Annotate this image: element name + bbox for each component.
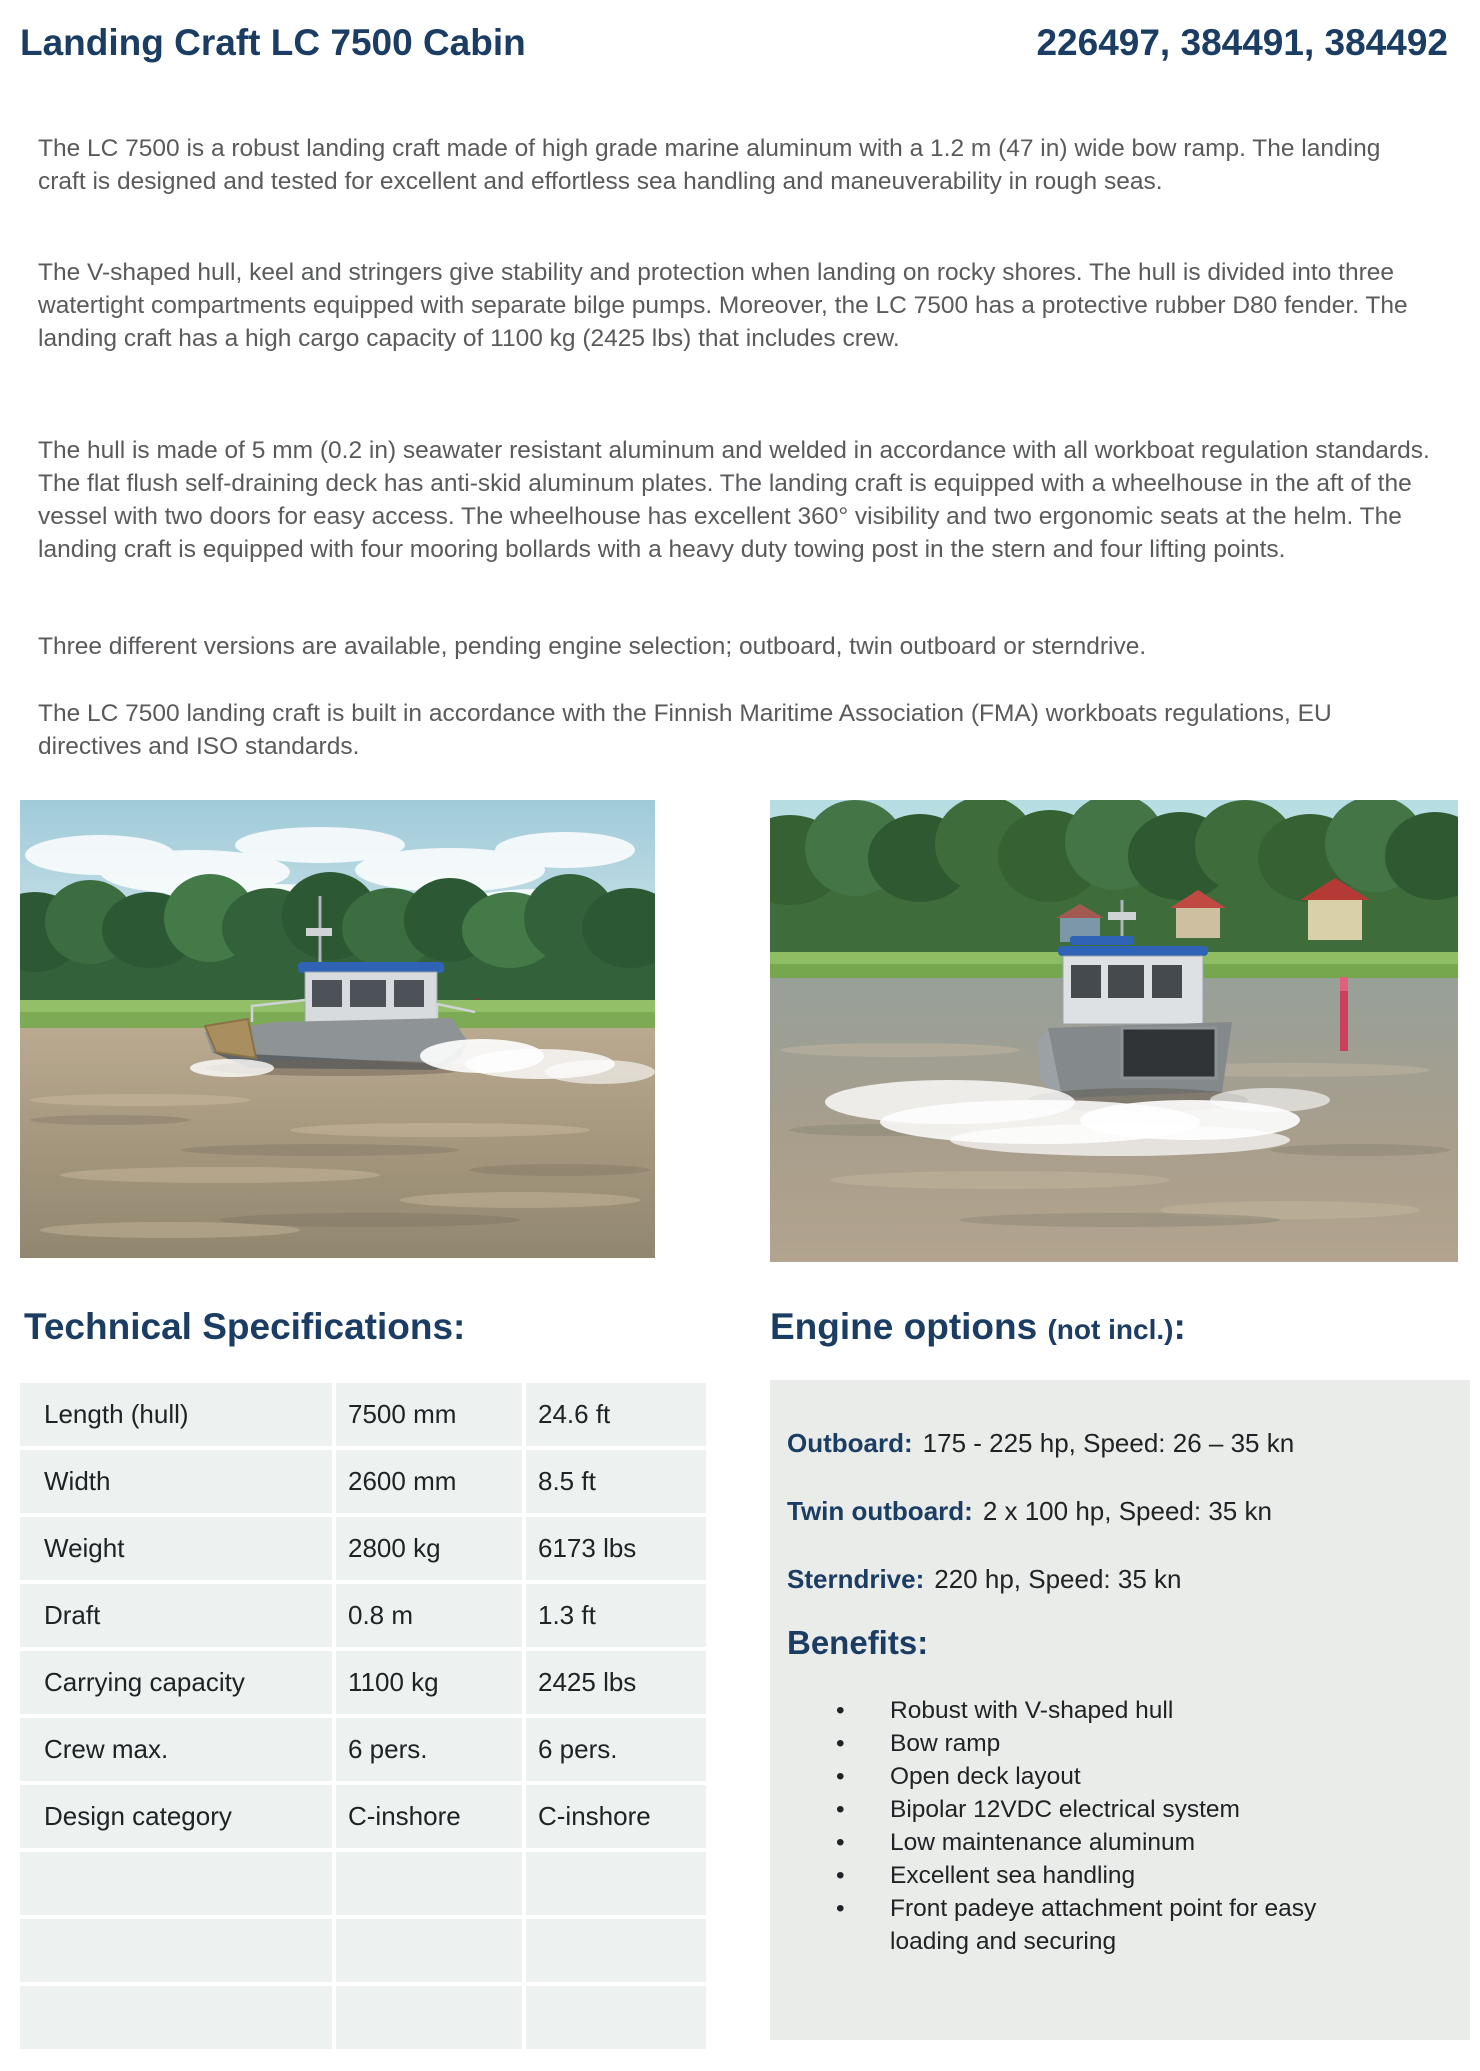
engine-option-label: Twin outboard: bbox=[787, 1496, 973, 1526]
spec-metric: C-inshore bbox=[336, 1785, 522, 1848]
spec-table bbox=[20, 1383, 706, 2049]
spec-metric: 2600 mm bbox=[336, 1450, 522, 1513]
engine-option-label: Outboard: bbox=[787, 1428, 913, 1458]
spec-imperial bbox=[526, 1919, 706, 1982]
spec-metric bbox=[336, 1986, 522, 2049]
engine-heading-colon: : bbox=[1173, 1306, 1186, 1347]
spec-imperial: 1.3 ft bbox=[526, 1584, 706, 1647]
part-numbers: 226497, 384491, 384492 bbox=[1036, 22, 1448, 63]
benefit-item: • Robust with V-shaped hull bbox=[836, 1694, 1358, 1727]
spec-label: Length (hull) bbox=[20, 1383, 332, 1446]
boat-photo-right-art bbox=[770, 800, 1458, 1262]
engine-options-heading bbox=[770, 1306, 1186, 1348]
marker-pole bbox=[1340, 977, 1348, 1051]
spec-label: Weight bbox=[20, 1517, 332, 1580]
spec-metric bbox=[336, 1919, 522, 1982]
engine-option bbox=[787, 1428, 1294, 1459]
boat-photo-left-art bbox=[20, 800, 655, 1258]
engine-option-value: 2 x 100 hp, Speed: 35 kn bbox=[982, 1496, 1272, 1526]
spec-label: Design category bbox=[20, 1785, 332, 1848]
boat-photo-left bbox=[20, 800, 655, 1258]
spec-label: Carrying capacity bbox=[20, 1651, 332, 1714]
spec-label bbox=[20, 1919, 332, 1982]
engine-options-panel bbox=[770, 1380, 1470, 2040]
benefit-item: • Front padeye attachment point for easy loading and securing bbox=[836, 1892, 1358, 1958]
spec-metric: 7500 mm bbox=[336, 1383, 522, 1446]
spec-label: Draft bbox=[20, 1584, 332, 1647]
spec-imperial: 6173 lbs bbox=[526, 1517, 706, 1580]
page-title: Landing Craft LC 7500 Cabin bbox=[20, 22, 526, 63]
benefit-item: • Low maintenance aluminum bbox=[836, 1826, 1358, 1859]
benefit-item: • Bipolar 12VDC electrical system bbox=[836, 1793, 1358, 1826]
spec-imperial bbox=[526, 1986, 706, 2049]
intro-paragraph: The hull is made of 5 mm (0.2 in) seawater resistant aluminum and welded in accordance with all workboat regulation standards. The flat flush self-draining deck has anti-skid aluminum plates. The landing craft is equipped with a wheelhouse in the aft of the vessel with two doors for easy access. The wheelhouse has excellent 360° visibility and two ergonomic seats at the helm. The landing craft is equipped with four mooring bollards with a heavy duty towing post in the stern and four lifting points. bbox=[38, 437, 1430, 563]
spec-imperial: 24.6 ft bbox=[526, 1383, 706, 1446]
intro-paragraph: The LC 7500 landing craft is built in accordance with the Finnish Maritime Association (FMA) workboats regulations, EU directives and ISO standards. bbox=[38, 700, 1332, 760]
spec-metric: 1100 kg bbox=[336, 1651, 522, 1714]
spec-imperial: 2425 lbs bbox=[526, 1651, 706, 1714]
benefit-item: • Excellent sea handling bbox=[836, 1859, 1358, 1892]
spec-label: Width bbox=[20, 1450, 332, 1513]
spec-label bbox=[20, 1852, 332, 1915]
engine-heading-note: (not incl.) bbox=[1047, 1314, 1174, 1345]
spec-imperial bbox=[526, 1852, 706, 1915]
spec-metric: 6 pers. bbox=[336, 1718, 522, 1781]
spec-metric: 0.8 m bbox=[336, 1584, 522, 1647]
spec-label bbox=[20, 1986, 332, 2049]
spec-imperial: 6 pers. bbox=[526, 1718, 706, 1781]
boat-photo-right bbox=[770, 800, 1458, 1262]
engine-option bbox=[787, 1496, 1272, 1527]
spec-metric bbox=[336, 1852, 522, 1915]
engine-option-value: 175 - 225 hp, Speed: 26 – 35 kn bbox=[922, 1428, 1295, 1458]
spec-imperial: C-inshore bbox=[526, 1785, 706, 1848]
engine-heading-main: Engine options bbox=[770, 1306, 1048, 1347]
benefits-list bbox=[836, 1694, 1358, 1958]
engine-option-value: 220 hp, Speed: 35 kn bbox=[934, 1564, 1182, 1594]
engine-option-label: Sterndrive: bbox=[787, 1564, 925, 1594]
spec-metric: 2800 kg bbox=[336, 1517, 522, 1580]
specs-heading: Technical Specifications: bbox=[24, 1306, 466, 1347]
benefit-item: • Bow ramp bbox=[836, 1727, 1358, 1760]
engine-option bbox=[787, 1564, 1181, 1595]
intro-paragraph: The LC 7500 is a robust landing craft made of high grade marine aluminum with a 1.2 m (47 in) wide bow ramp. The landing craft is designed and tested for excellent and effortless sea handling and maneuverability in rough seas. bbox=[38, 135, 1381, 195]
spec-label: Crew max. bbox=[20, 1718, 332, 1781]
spec-imperial: 8.5 ft bbox=[526, 1450, 706, 1513]
benefit-item: • Open deck layout bbox=[836, 1760, 1358, 1793]
intro-paragraph: Three different versions are available, pending engine selection; outboard, twin outboard or sterndrive. bbox=[38, 633, 1147, 660]
intro-paragraph: The V-shaped hull, keel and stringers give stability and protection when landing on rocky shores. The hull is divided into three watertight compartments equipped with separate bilge pumps. Moreover, the LC 7500 has a protective rubber D80 fender. The landing craft has a high cargo capacity of 1100 kg (2425 lbs) that includes crew. bbox=[38, 259, 1408, 352]
benefits-heading: Benefits: bbox=[787, 1624, 929, 1661]
